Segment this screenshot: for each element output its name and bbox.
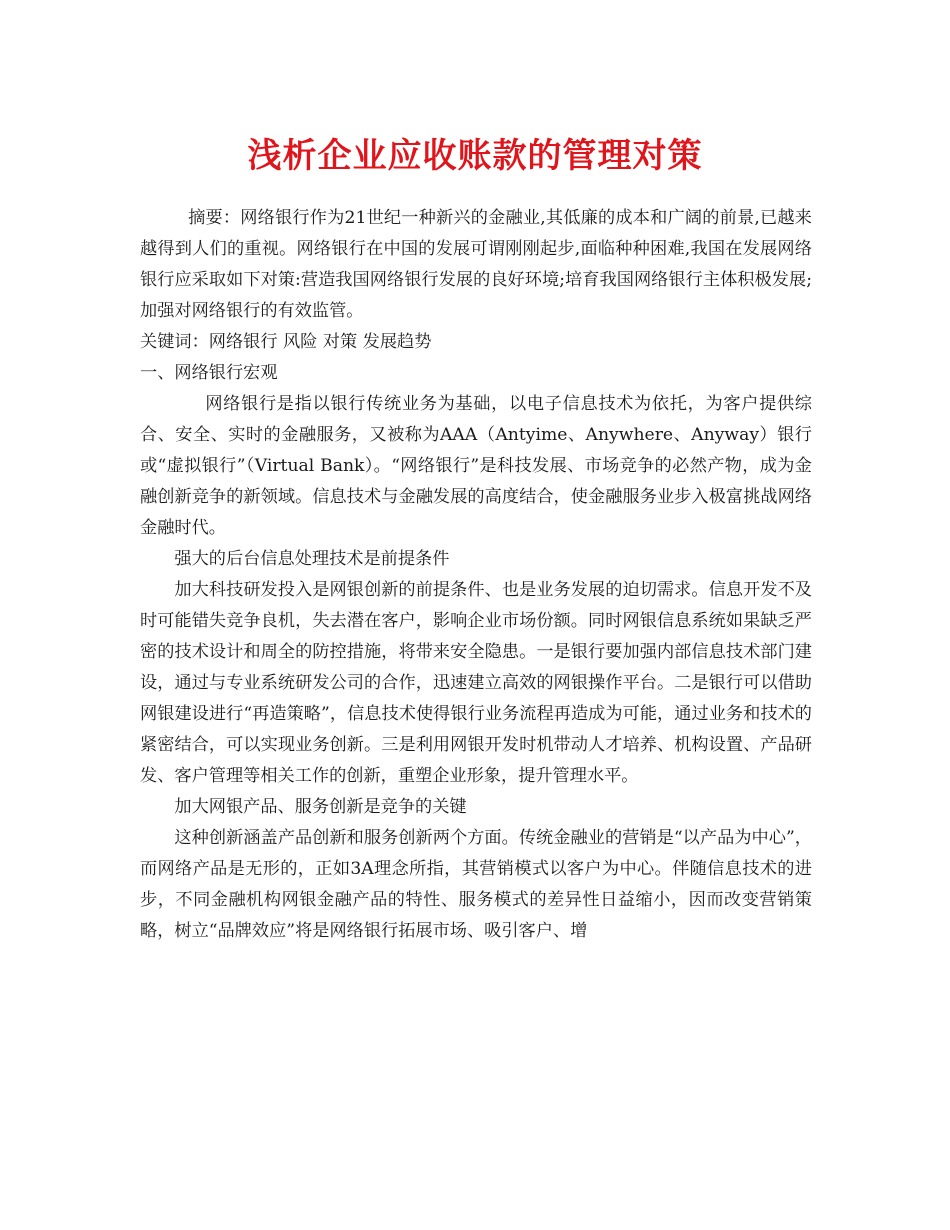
document-title: 浅析企业应收账款的管理对策 xyxy=(247,136,703,176)
section-heading: 一、网络银行宏观 xyxy=(140,363,278,383)
body-paragraph-1: 网络银行是指以银行传统业务为基础，以电子信息技术为依托，为客户提供综合、安全、实时的金融服务，又被称为AAA（Antyime、Anywhere、Anyway）银行或“虚拟银行”（Virtual Bank）。“网络银行”是科技发展、市场竞争的必然产物，成为金融创新竞争的新领域。信息技术与金融发展的高度结合，使金融服务业步入极富挑战网络金融时代。 xyxy=(140,394,812,538)
body-paragraph-2: 加大科技研发投入是网银创新的前提条件、也是业务发展的迫切需求。信息开发不及时可能错失竞争良机，失去潜在客户，影响企业市场份额。同时网银信息系统如果缺乏严密的技术设计和周全的防控措施，将带来安全隐患。一是银行要加强内部信息技术部门建设，通过与专业系统研发公司的合作，迅速建立高效的网银操作平台。二是银行可以借助网银建设进行“再造策略”，信息技术使得银行业务流程再造成为可能，通过业务和技术的紧密结合，可以实现业务创新。三是利用网银开发时机带动人才培养、机构设置、产品研发、客户管理等相关工作的创新，重塑企业形象，提升管理水平。 xyxy=(140,580,812,786)
abstract-paragraph: 摘要：网络银行作为21世纪一种新兴的金融业,其低廉的成本和广阔的前景,已越来越得到人们的重视。网络银行在中国的发展可谓刚刚起步,面临种种困难,我国在发展网络银行应采取如下对策:营造我国网络银行发展的良好环境;培育我国网络银行主体积极发展;加强对网络银行的有效监管。 xyxy=(140,208,812,321)
subheading-2: 加大网银产品、服务创新是竞争的关键 xyxy=(174,797,467,817)
keywords-line: 关键词：网络银行 风险 对策 发展趋势 xyxy=(140,332,432,352)
subheading-1: 强大的后台信息处理技术是前提条件 xyxy=(174,549,450,569)
body-paragraph-3: 这种创新涵盖产品创新和服务创新两个方面。传统金融业的营销是“以产品为中心”，而网络产品是无形的，正如3A理念所指，其营销模式以客户为中心。伴随信息技术的进步，不同金融机构网银金融产品的特性、服务模式的差异性日益缩小，因而改变营销策略，树立“品牌效应”将是网络银行拓展市场、吸引客户、增 xyxy=(140,828,812,941)
document-body xyxy=(140,203,812,947)
